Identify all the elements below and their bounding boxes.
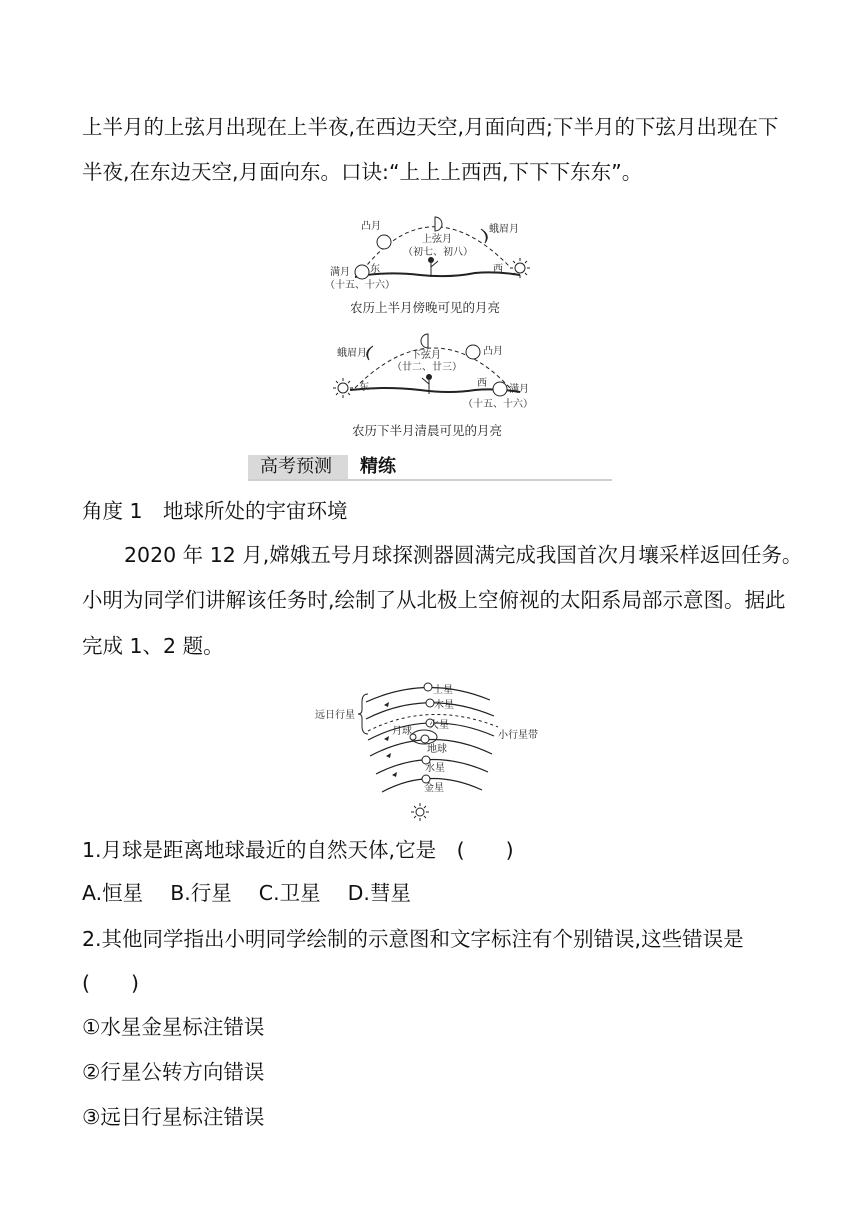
label-last-quarter: 下弦月	[411, 350, 441, 361]
arrow-icon	[386, 753, 391, 758]
figure-waxing-moons	[325, 205, 545, 320]
question-2-item: ②行星公转方向错误	[82, 1060, 265, 1084]
section-header	[248, 455, 612, 481]
label-west: 西	[477, 378, 487, 389]
label-east: 东	[359, 382, 369, 393]
arrow-icon	[384, 702, 389, 707]
convex-moon-icon	[377, 235, 391, 249]
sun-icon	[333, 378, 353, 398]
sun-icon	[510, 258, 530, 278]
section-label-2: 精练	[360, 456, 396, 477]
label-full-dates: （十五、十六）	[463, 399, 533, 410]
sun-icon	[411, 803, 429, 821]
first-quarter-moon-icon	[435, 217, 442, 231]
figure2-caption: 农历下半月清晨可见的月亮	[352, 423, 503, 438]
label-east: 东	[370, 264, 380, 275]
venus-icon	[422, 775, 430, 783]
earth-icon	[421, 735, 429, 743]
question-1-stem: 1.月球是距离地球最近的自然天体,它是 ( )	[82, 838, 514, 862]
far-planets-bracket	[358, 694, 368, 734]
label-venus: 金星	[424, 783, 444, 794]
full-moon-icon	[493, 382, 507, 396]
passage-line-3: 完成 1、2 题。	[82, 634, 224, 658]
crescent-moon-icon	[367, 346, 373, 360]
label-first-quarter-dates: （初七、初八）	[403, 247, 473, 258]
label-mercury: 水星	[425, 763, 445, 774]
figure1-caption: 农历上半月傍晚可见的月亮	[350, 300, 501, 315]
last-quarter-moon-icon	[421, 334, 428, 348]
label-earth: 地球	[427, 744, 447, 755]
convex-moon-icon	[466, 345, 480, 359]
arrow-icon	[392, 772, 397, 777]
full-moon-icon	[355, 265, 369, 279]
label-west: 西	[493, 264, 503, 275]
passage-line-2: 小明为同学们讲解该任务时,绘制了从北极上空俯视的太阳系局部示意图。据此	[82, 588, 786, 612]
label-convex: 凸月	[361, 221, 381, 232]
section-header-rule	[248, 479, 612, 481]
label-jupiter: 木星	[434, 700, 454, 711]
label-asteroid-belt: 小行星带	[498, 730, 538, 741]
saturn-icon	[424, 683, 432, 691]
label-far-planets: 远日行星	[315, 710, 355, 721]
arrow-icon	[384, 736, 389, 741]
label-full: 满月	[509, 384, 529, 395]
label-crescent: 蛾眉月	[489, 224, 519, 235]
crescent-moon-icon	[481, 229, 487, 243]
label-crescent: 蛾眉月	[337, 348, 367, 359]
intro-line-1: 上半月的上弦月出现在上半夜,在西边天空,月面向西;下半月的下弦月出现在下	[82, 115, 779, 139]
question-1-options: A.恒星 B.行星 C.卫星 D.彗星	[82, 881, 411, 905]
figure-solar-system	[312, 676, 552, 824]
label-last-quarter-dates: （廿二、廿三）	[392, 362, 462, 373]
observer-icon	[429, 258, 439, 278]
label-full: 满月	[330, 267, 350, 278]
question-2-blank: ( )	[82, 971, 139, 995]
question-2-stem: 2.其他同学指出小明同学绘制的示意图和文字标注有个别错误,这些错误是	[82, 927, 744, 951]
label-convex: 凸月	[483, 346, 503, 357]
passage-line-1: 2020 年 12 月,嫦娥五号月球探测器圆满完成我国首次月壤采样返回任务。	[124, 543, 803, 567]
jupiter-icon	[426, 699, 434, 707]
label-full-dates: （十五、十六）	[325, 280, 395, 291]
section-label: 高考预测	[260, 456, 332, 477]
question-2-item: ①水星金星标注错误	[82, 1015, 265, 1039]
label-mars: 火星	[429, 720, 449, 731]
intro-line-2: 半夜,在东边天空,月面向东。口诀:“上上上西西,下下下东东”。	[82, 160, 643, 184]
figure-waning-moons	[325, 328, 545, 443]
label-saturn: 土星	[433, 685, 453, 696]
label-first-quarter: 上弦月	[422, 234, 452, 245]
label-moon: 月球	[392, 726, 412, 737]
angle-title: 角度 1 地球所处的宇宙环境	[82, 499, 348, 523]
question-2-item: ③远日行星标注错误	[82, 1105, 265, 1129]
